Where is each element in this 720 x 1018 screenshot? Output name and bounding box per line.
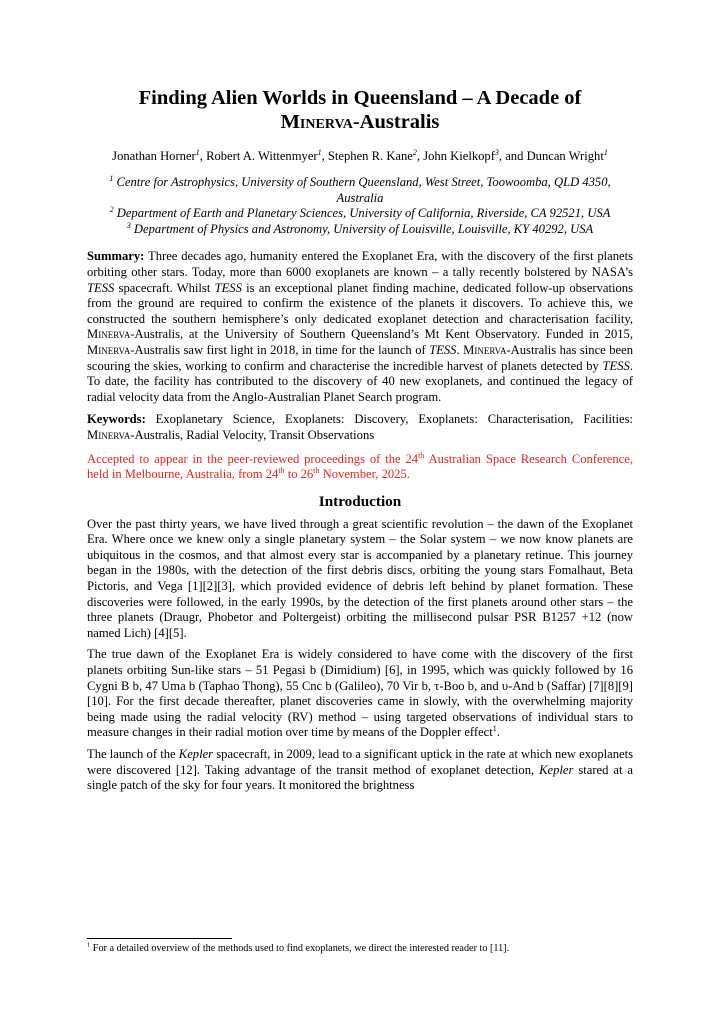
ordinal-suffix: th	[278, 465, 285, 475]
affiliation	[87, 175, 633, 206]
author-affil-mark: 3	[494, 147, 499, 157]
summary-paragraph	[87, 249, 633, 405]
affiliation	[87, 222, 633, 238]
author: Jonathan Horner	[112, 149, 196, 163]
author: Duncan Wright	[526, 149, 604, 163]
acceptance-notice	[87, 452, 633, 483]
paper-title	[87, 86, 633, 134]
title-line-2-rest: -Australis	[352, 111, 440, 133]
summary-text: is an exceptional planet finding machine, dedicated follow-up observations from the ground are required to confirm the existence of the planets it discovers. To achieve this, we constructed the southern hemisphere’s only dedicated exoplanet detection and characterisation facility,	[87, 280, 633, 326]
footnote-number: 1	[87, 941, 91, 949]
ordinal-suffix: th	[418, 450, 425, 460]
ordinal-suffix: th	[313, 465, 320, 475]
author-separator: , and	[498, 149, 527, 163]
summary-text: . To date, the facility has contributed to the discovery of 40 new exoplanets, and continued the legacy of radial velocity data from the Anglo-Australian Planet Search program.	[87, 358, 633, 404]
minerva-smallcaps: Minerva	[87, 327, 131, 342]
keywords-text: -Australis, Radial Velocity, Transit Observations	[130, 427, 375, 442]
summary-text: -Australis saw first light in 2018, in time for the launch of	[130, 342, 430, 357]
minerva-smallcaps: Minerva	[87, 427, 131, 442]
title-minerva: Minerva	[280, 111, 353, 133]
kepler-italic: Kepler	[539, 762, 574, 777]
author-separator: ,	[416, 149, 424, 163]
affiliation-number: 3	[126, 220, 131, 230]
acceptance-text: November, 2025.	[319, 467, 410, 482]
author: Stephen R. Kane	[327, 149, 413, 163]
keywords-paragraph	[87, 412, 633, 443]
author-separator: ,	[199, 149, 207, 163]
affiliation-text: Department of Physics and Astronomy, University of Louisville, Louisville, KY 40292, USA	[133, 221, 594, 236]
intro-paragraph-3	[87, 747, 633, 794]
section-heading-introduction: Introduction	[318, 492, 402, 510]
paragraph-text: .	[496, 725, 500, 740]
minerva-smallcaps: Minerva	[463, 342, 507, 357]
author-separator: ,	[321, 149, 328, 163]
tess-italic: TESS	[602, 358, 630, 373]
minerva-smallcaps: Minerva	[87, 342, 131, 357]
author-affil-mark: 2	[412, 147, 417, 157]
kepler-italic: Kepler	[178, 747, 214, 761]
affiliation-list	[87, 175, 633, 237]
author-list	[87, 148, 633, 164]
title-line-1: Finding Alien Worlds in Queensland – A Decade of	[138, 87, 582, 109]
affiliation-text: Centre for Astrophysics, University of Southern Queensland, West Street, Toowoomba, QLD 4350, Australia	[116, 175, 611, 205]
paper-page	[87, 86, 633, 794]
intro-paragraph-2	[87, 647, 633, 741]
paragraph-text: The true dawn of the Exoplanet Era is widely considered to have come with the discovery of the first planets orbiting Sun-like stars – 51 Pegasi b (Dimidium) [6], in 1995, which was quickly followed by 16 Cygni B b, 47 Uma b (Taphao Thong), 55 Cnc b (Galileo), 70 Vir b, τ-Boo b, and υ-And b (Saffar) [7][8][9][10]. For the first decade thereafter, planet discoveries came in slowly, with the overwhelming majority being made using the radial velocity (RV) method – using targeted observations of individual stars to measure changes in their radial motion over time by means of the Doppler effect	[87, 647, 633, 740]
author-affil-mark: 1	[317, 147, 322, 157]
keywords-label: Keywords:	[87, 412, 146, 427]
summary-text: -Australis, at the University of Southern Queensland’s Mt Kent Observatory. Funded in 2015,	[130, 327, 633, 342]
affiliation	[87, 206, 633, 222]
paragraph-text: The launch of the	[87, 747, 179, 761]
tess-italic: TESS	[87, 280, 115, 295]
summary-text: Three decades ago, humanity entered the Exoplanet Era, with the discovery of the first planets orbiting other stars. Today, more than 6000 exoplanets are known – a tally recently bolstered by NASA’s	[87, 249, 633, 279]
footnote-rule	[87, 938, 232, 939]
author: Robert A. Wittenmyer	[206, 149, 318, 163]
tess-italic: TESS	[214, 280, 242, 295]
author: John Kielkopf	[423, 149, 495, 163]
affiliation-number: 2	[109, 205, 114, 214]
affiliation-number: 1	[109, 173, 114, 183]
summary-label: Summary:	[87, 249, 145, 264]
keywords-text: Exoplanetary Science, Exoplanets: Discovery, Exoplanets: Characterisation, Facilities:	[145, 412, 633, 427]
tess-italic: TESS	[429, 342, 457, 357]
paragraph-text: stared at a single patch of the sky for four years. It monitored the brightness	[87, 762, 634, 793]
footnote-marker[interactable]: 1	[492, 724, 497, 734]
summary-text: spacecraft. Whilst	[114, 280, 215, 295]
paragraph-text: spacecraft, in 2009, lead to a significant uptick in the rate at which new exoplanets were discovered [12]. Taking advantage of the transit method of exoplanet detection,	[87, 747, 634, 777]
footnote-text: For a detailed overview of the methods used to find exoplanets, we direct the interested reader to [11].	[90, 943, 510, 954]
intro-paragraph-1: Over the past thirty years, we have lived through a great scientific revolution – the dawn of the Exoplanet Era. Where once we knew only a single planetary system – the Solar system – we now know planets are ubiquitous in the cosmos, and that almost every star is accompanied by a planetary retinue. This journey began in the 1980s, with the detection of the first debris discs, orbiting the young stars Fomalhaut, Beta Pictoris, and Vega [1][2][3], which provided evidence of debris left behind by planet formation. These discoveries were followed, in the early 1990s, by the detection of the first planets around other stars – the three planets (Draugr, Phobetor and Poltergeist) orbiting the millisecond pulsar PSR B1257 +12 (now named Lich) [4][5].	[87, 516, 633, 640]
acceptance-text: to 26	[284, 467, 314, 482]
summary-text: .	[456, 342, 464, 357]
summary-text: -Australis has since been scouring the skies, working to confirm and characterise the incredible harvest of planets detected by	[87, 342, 634, 373]
acceptance-text: Australian Space Research Conference, held in Melbourne, Australia, from 24	[87, 451, 633, 482]
author-affil-mark: 1	[195, 147, 200, 157]
footnote	[87, 942, 633, 955]
affiliation-text: Department of Earth and Planetary Sciences, University of California, Riverside, CA 92521, USA	[116, 206, 611, 221]
author-affil-mark: 1	[603, 147, 608, 157]
acceptance-text: Accepted to appear in the peer-reviewed proceedings of the 24	[87, 451, 419, 466]
